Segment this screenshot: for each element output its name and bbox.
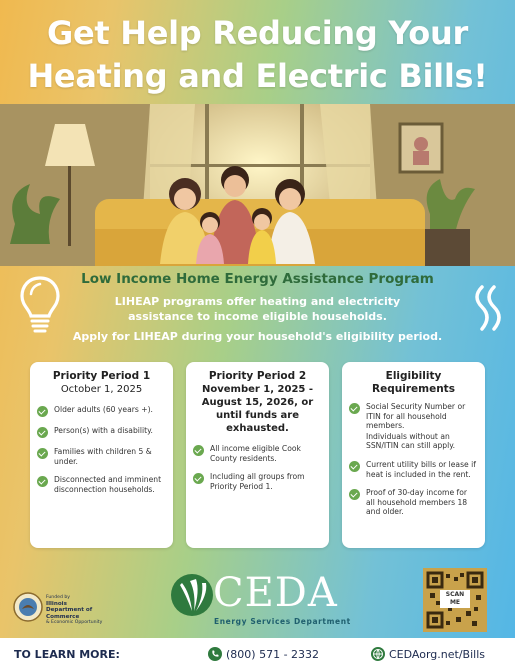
ceda-leaf-logo <box>170 571 214 619</box>
card-title-line-1: Eligibility <box>385 370 442 382</box>
heat-waves-icon <box>470 283 506 335</box>
program-description: LIHEAP programs offer heating and electricity assistance to income eligible households. <box>114 295 401 323</box>
headline <box>0 12 515 98</box>
learn-more-label: TO LEARN MORE: <box>14 648 120 661</box>
eligibility-card <box>342 362 485 548</box>
card-title: Priority Period 2 <box>208 370 307 382</box>
list-item: Social Security Number or ITIN for all household members. <box>349 402 478 431</box>
list-item: Current utility bills or lease if heat is included in the rent. <box>349 460 478 479</box>
priority-period-1-card <box>30 362 173 548</box>
illinois-seal <box>13 592 43 622</box>
website-link[interactable]: CEDAorg.net/Bills <box>389 648 485 661</box>
card-title: Priority Period 1 <box>52 370 151 382</box>
check-icon <box>349 461 360 472</box>
list-item: All income eligible Cook County residents. <box>193 444 322 463</box>
headline-line-2: Heating and Electric Bills! <box>27 57 488 95</box>
program-title: Low Income Home Energy Assistance Program <box>81 271 434 287</box>
card-date-line-4: exhausted. <box>226 423 289 434</box>
family-illustration <box>0 104 515 266</box>
funder-credit: Funded by Illinois Department of Commerce & Economic Opportunity <box>46 595 103 625</box>
check-icon <box>37 427 48 438</box>
list-item: Older adults (60 years +). <box>37 405 166 417</box>
check-icon <box>37 476 48 487</box>
card-date-line-2: August 15, 2026, or <box>201 397 314 408</box>
check-icon <box>349 403 360 414</box>
program-apply-note: Apply for LIHEAP during your household's eligibility period. <box>72 330 443 343</box>
check-icon <box>349 489 360 500</box>
card-date-line-3: until funds are <box>216 410 299 421</box>
card-date: October 1, 2025 <box>60 384 143 395</box>
check-icon <box>193 473 204 484</box>
card-date-line-1: November 1, 2025 - <box>201 384 313 395</box>
list-item: Including all groups from Priority Period 1. <box>193 472 322 491</box>
list-item: Disconnected and imminent disconnection households. <box>37 475 166 494</box>
headline-line-1: Get Help Reducing Your <box>47 14 468 52</box>
list-item: Proof of 30-day income for all household members 18 and older. <box>349 488 478 517</box>
ceda-wordmark: CEDA <box>213 570 338 616</box>
check-icon <box>37 406 48 417</box>
qr-scan-label: SCAN ME <box>440 590 470 608</box>
ceda-subtitle: Energy Services Department <box>214 617 351 626</box>
card-title-line-2: Requirements <box>372 383 455 395</box>
phone-number[interactable]: (800) 571 - 2332 <box>226 648 320 661</box>
globe-icon <box>371 647 385 661</box>
list-item-note: Individuals without an SSN/ITIN can still apply. <box>366 431 456 451</box>
phone-icon <box>208 647 222 661</box>
check-icon <box>193 445 204 456</box>
priority-period-2-card <box>186 362 329 548</box>
list-item: Person(s) with a disability. <box>37 426 166 438</box>
list-item: Families with children 5 & under. <box>37 447 166 466</box>
check-icon <box>37 448 48 459</box>
